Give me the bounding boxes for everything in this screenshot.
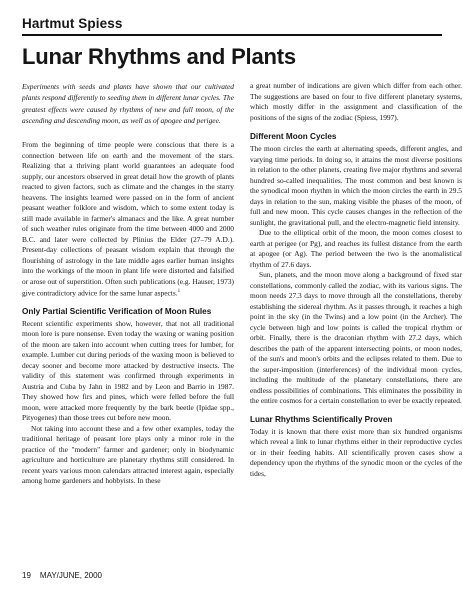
section-heading: Lunar Rhythms Scientifically Proven	[250, 414, 393, 424]
abstract: Experiments with seeds and plants have shown that our cultivated plants respond differently to seeding them in different lunar cycles. The greatest effects were caused by rhythms of new and full moon, of the ascending and descending moon, as well as of apogee and perigee.	[22, 82, 234, 126]
right-column	[250, 81, 462, 479]
paragraph: a great number of indications are given which differ from each other. The suggestions are based on four to five different planetary systems, which mostly differ in the assignment and classification of the positions of the signs of the zodiac (Spiess, 1997).	[250, 81, 462, 122]
footnote-marker: 1	[177, 289, 181, 294]
section-heading: Only Partial Scientific Verification of Moon Rules	[22, 306, 212, 316]
paragraph: Recent scientific experiments show, however, that not all traditional moon lore is pure nonsense. Even today the waxing or waning position of the moon are taken into account when cutting trees for lumber, for example. Lumber cut during periods of the waxing moon is believed to decay sooner and become more attacked by destructive insects. The validity of this statement was confirmed through experiments in Austria and Cuba by Jahn in 1982 and by Leon and Barrio in 1987. They showed how firs and pines, which were felled before the full moon, were attacked more frequently by the bark beetle (Ipidae spp., Pityogenes) than those trees cut before new moon.	[22, 318, 234, 423]
paragraph: Due to the elliptical orbit of the moon, the moon comes closest to earth at perigee (or Pg), and reaches its fullest distance from the earth at apogee (or Ag). The period between the two is the anomalistical rhythm of 27.6 days.	[250, 228, 462, 269]
paragraph: The moon circles the earth at alternating speeds, different angles, and varying time periods. In doing so, it attains the most diverse positions in relation to the other planets, creating five major rhythms and several hundred so-called inequalities. The most common and best known is the synodical moon rhythm in which the moon circles the earth in 29.5 days in relation to the sun, making visible the phases of the moon, of full and new moon. This cycle causes changes in the reflection of the sunlight, the gravitational pull, and the electro-magnetic field intensity.	[250, 144, 462, 227]
paragraph: Sun, planets, and the moon move along a background of fixed star constellations, commonly called the zodiac, with its various signs. The moon needs 27.3 days to move through all the constellations, thereby establishing the sidereal rhythm. As it passes through, it reaches a high point in the sky (in the Twins) and a low point (in the Archer). The cycle between high and low points is called the tropical rhythm or orbit. Finally, there is the draconian rhythm with 27.2 days, which describes the path of the apparent intersecting points, or moon nodes, of the sun's and moon's orbits and the eclipses related to them. Due to the super-imposition (interferences) of the individual moon cycles, including the multitude of the planetary constellations, there are endless possibilities of combinations. This eliminates the possibility in the entire cosmos for a certain constellation to ever be exactly repeated.	[250, 270, 462, 405]
left-column	[22, 140, 234, 487]
paragraph: From the beginning of time people were conscious that there is a connection between life on earth and the movement of the stars. Realizing that a thriving plant world guarantees an adequate food supply, our ancestors observed in great detail how the growth of plants reacted to given factors, such as climate and the changes in the starry heavens. The insights learned were passed on in the form of ancient peasant weather folklore and wisdom, which to some extent today is still made available in farmer's almanacs and the like. A great number of such weather rules originate from the time between 4000 and 2000 B.C. and later were collected by Plinius the Elder (27–79 A.D.). Present-day collections of peasant wisdom explain that through the flourishing of astrology in the late middle ages earlier human insights into the workings of the moon in plant life were distorted and falsified or arose out of superstition. Often such publications (e.g. Hauser, 1973) give contradictory advice for the same lunar aspects.$^1$	[22, 140, 234, 298]
page-footer	[22, 571, 102, 580]
issue-date: MAY/JUNE, 2000	[39, 571, 103, 580]
article-title: Lunar Rhythms and Plants	[22, 44, 296, 69]
section-heading: Different Moon Cycles	[250, 132, 337, 141]
author-name: Hartmut Spiess	[22, 16, 442, 36]
paragraph: Today it is known that there exist more than six hundred organisms which reveal a link to lunar rhythms either in their reproductive cycles or in their feeding habits. All scientifically proven cases show a dependency upon the rhythms of the synodic moon or the cycles of the tides,	[250, 426, 462, 478]
paragraph: Not taking into account these and a few other examples, today the traditional heritage of peasant lore plays only a minor role in the practice of the "modern" farmer and gardener; only in biodynamic agriculture and horticulture are planetary rhythms still considered. In recent years various moon calendars attracted interest again, especially among home gardeners and hobbyists. In these	[22, 423, 234, 486]
page-number: 19	[22, 571, 31, 580]
